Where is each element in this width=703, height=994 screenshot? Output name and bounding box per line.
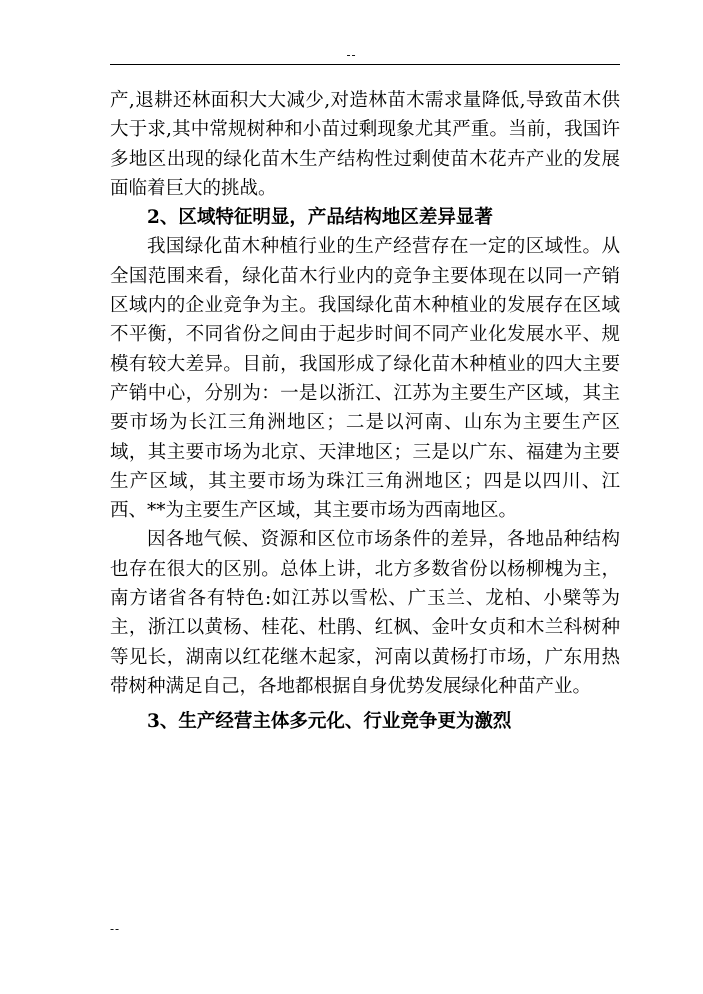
header-rule [110,64,620,65]
page-footer-marker: -- [110,922,121,936]
section-heading-2: 2、区域特征明显，产品结构地区差异显著 [147,207,493,229]
paragraph-continuation: 产,退耕还林面积大大减少,对造林苗木需求量降低,导致苗木供大于求,其中常规树种和小苗过剩现象尤其严重。当前，我国许多地区出现的绿化苗木生产结构性过剩使苗木花卉产业的发展面临着巨大的挑战。 [110,90,620,199]
section-heading-3: 3、生产经营主体多元化、行业竞争更为激烈 [147,711,512,733]
paragraph-variety-structure: 因各地气候、资源和区位市场条件的差异，各地品种结构也存在很大的区别。总体上讲，北方多数省份以杨柳槐为主，南方诸省各有特色:如江苏以雪松、广玉兰、龙柏、小檗等为主，浙江以黄杨、桂花、杜鹃、红枫、金叶女贞和木兰科树种等见长，湖南以红花继木起家，河南以黄杨打市场，广东用热带树种满足自己，各地都根据自身优势发展绿化种苗产业。 [110,529,620,697]
paragraph-regional-characteristics: 我国绿化苗木种植行业的生产经营存在一定的区域性。从全国范围来看，绿化苗木行业内的竞争主要体现在以同一产销区域内的企业竞争为主。我国绿化苗木种植业的发展存在区域不平衡，不同省份之间由于起步时间不同产业化发展水平、规模有较大差异。目前，我国形成了绿化苗木种植业的四大主要产销中心，分别为：一是以浙江、江苏为主要生产区域，其主要市场为长江三角洲地区；二是以河南、山东为主要生产区域，其主要市场为北京、天津地区；三是以广东、福建为主要生产区域，其主要市场为珠江三角洲地区；四是以四川、江西、**为主要生产区域，其主要市场为西南地区。 [110,236,620,522]
page-header-marker: -- [346,48,357,62]
document-body [110,86,620,737]
